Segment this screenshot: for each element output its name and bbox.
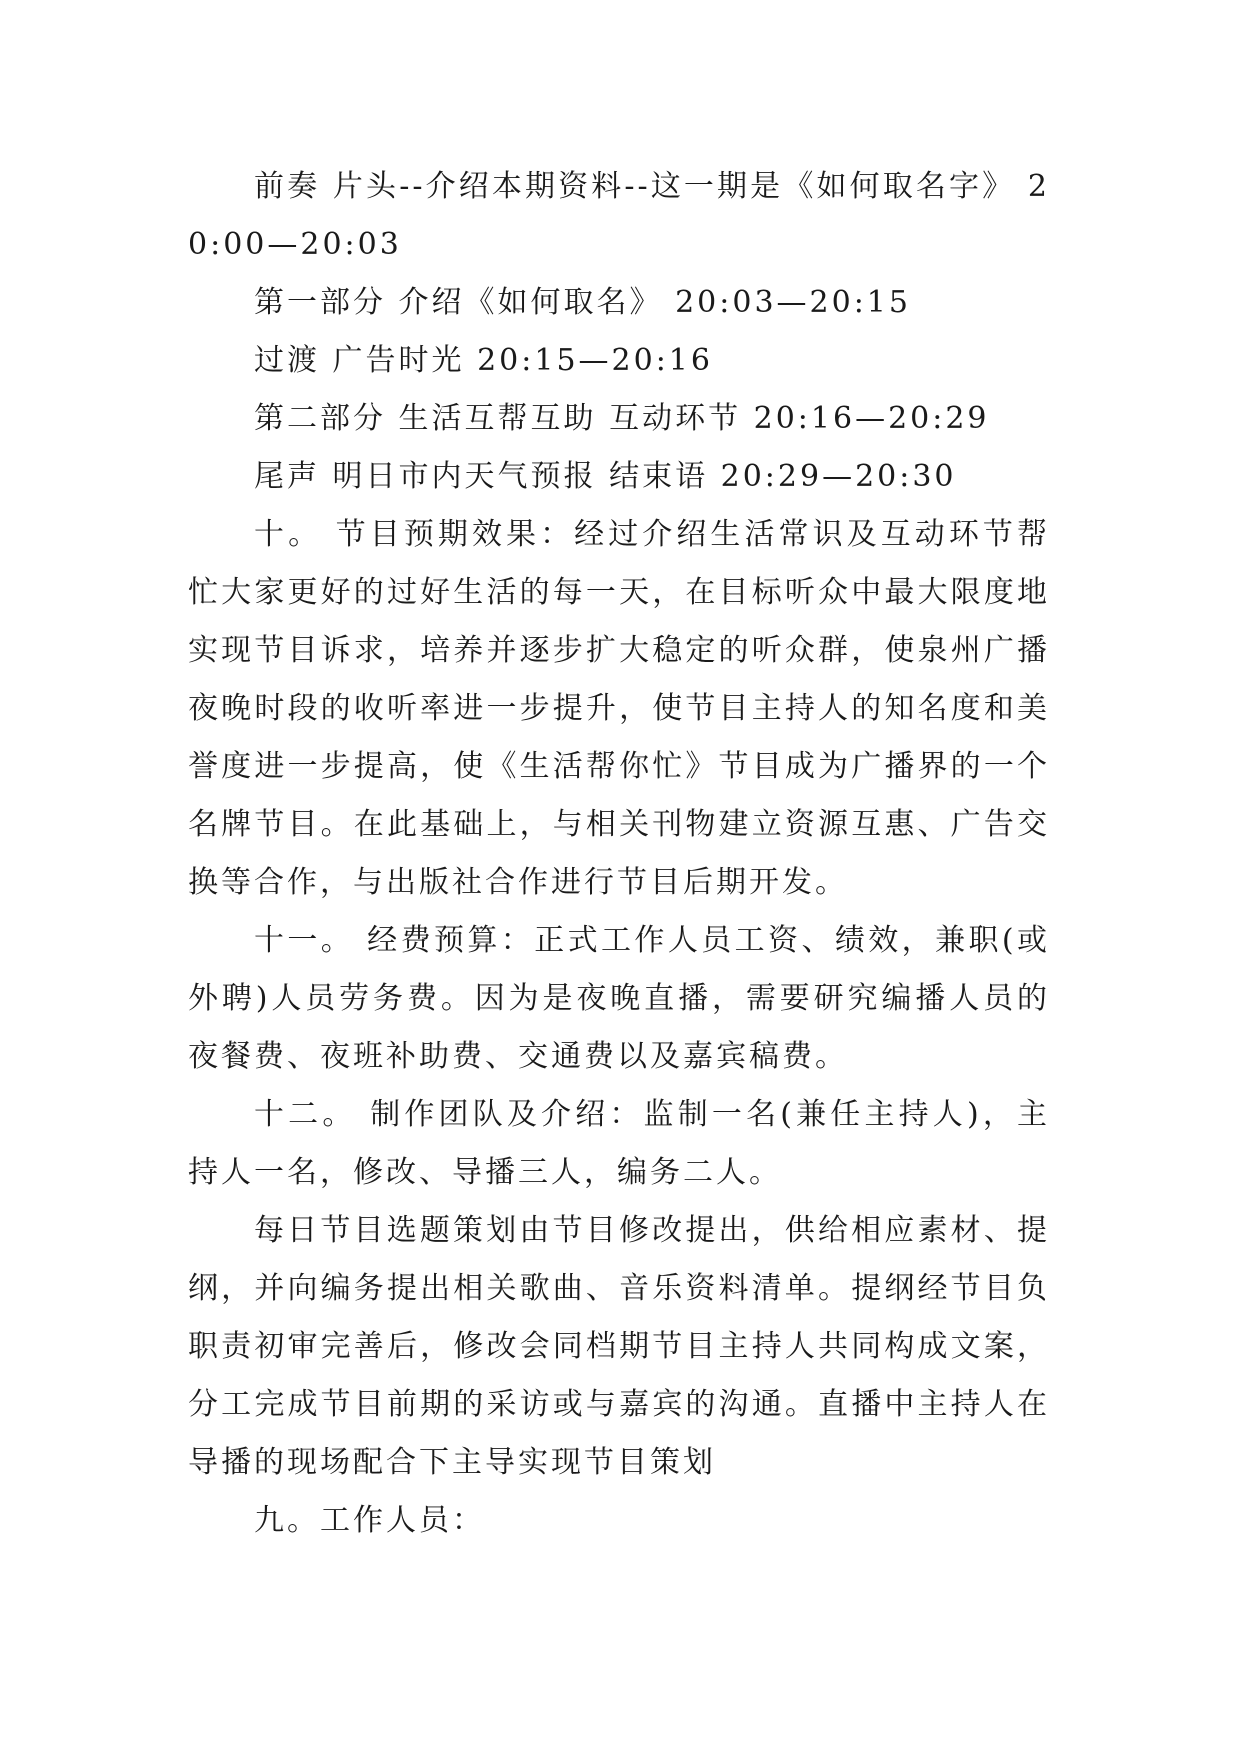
- paragraph-text: 第二部分 生活互帮互助 互动环节 20:16—20:29: [254, 401, 990, 436]
- paragraph-text: 十一。 经费预算：正式工作人员工资、绩效，兼职(或外聘)人员劳务费。因为是夜晚直播，需要研究编播人员的夜餐费、夜班补助费、交通费以及嘉宾稿费。: [188, 923, 1050, 1074]
- schedule-transition-paragraph: [188, 332, 1050, 390]
- paragraph-text: 过渡 广告时光 20:15—20:16: [254, 343, 713, 378]
- schedule-intro-paragraph: [188, 158, 1050, 274]
- workflow-paragraph: [188, 1202, 1050, 1492]
- schedule-part-two-paragraph: [188, 390, 1050, 448]
- team-paragraph: [188, 1086, 1050, 1202]
- paragraph-text: 每日节目选题策划由节目修改提出，供给相应素材、提纲，并向编务提出相关歌曲、音乐资料清单。提纲经节目负职责初审完善后，修改会同档期节目主持人共同构成文案，分工完成节目前期的采访或与嘉宾的沟通。直播中主持人在导播的现场配合下主导实现节目策划: [188, 1213, 1050, 1480]
- paragraph-text: 第一部分 介绍《如何取名》 20:03—20:15: [254, 285, 911, 320]
- paragraph-text: 十二。 制作团队及介绍：监制一名(兼任主持人)，主持人一名，修改、导播三人，编务二人。: [188, 1097, 1050, 1190]
- paragraph-text: 十。 节目预期效果：经过介绍生活常识及互动环节帮忙大家更好的过好生活的每一天，在目标听众中最大限度地实现节目诉求，培养并逐步扩大稳定的听众群，使泉州广播夜晚时段的收听率进一步提升，使节目主持人的知名度和美誉度进一步提高，使《生活帮你忙》节目成为广播界的一个名牌节目。在此基础上，与相关刊物建立资源互惠、广告交换等合作，与出版社合作进行节目后期开发。: [188, 517, 1050, 900]
- schedule-ending-paragraph: [188, 448, 1050, 506]
- paragraph-text: 前奏 片头--介绍本期资料--这一期是《如何取名字》 20:00—20:03: [188, 169, 1050, 262]
- schedule-part-one-paragraph: [188, 274, 1050, 332]
- expected-effect-paragraph: [188, 506, 1050, 912]
- document-body: [188, 158, 1050, 1550]
- paragraph-text: 九。工作人员：: [254, 1503, 485, 1538]
- staff-heading-paragraph: [188, 1492, 1050, 1550]
- budget-paragraph: [188, 912, 1050, 1086]
- paragraph-text: 尾声 明日市内天气预报 结束语 20:29—20:30: [254, 459, 957, 494]
